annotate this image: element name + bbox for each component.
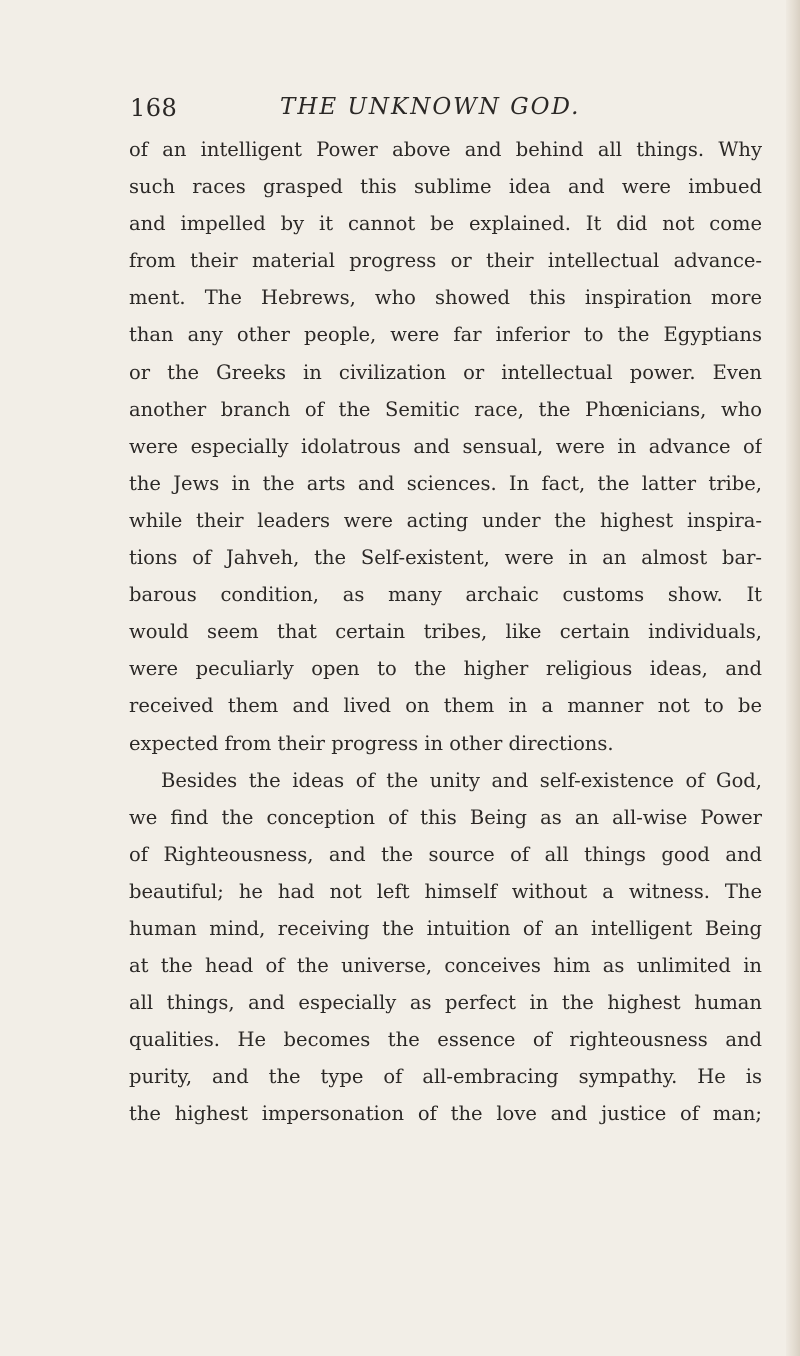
text-line: we find the conception of this Being as an all-wise Power [129, 805, 762, 829]
text-line: tions of Jahveh, the Self-existent, were in an almost bar- [129, 546, 762, 570]
text-line: of an intelligent Power above and behind all things. Why [129, 138, 762, 161]
text-line: qualities. He becomes the essence of righteousness and [129, 1028, 762, 1052]
text-line: the highest impersonation of the love and justice of man; [129, 1102, 762, 1126]
body-text [129, 131, 762, 1133]
text-line: all things, and especially as perfect in the highest human [129, 991, 762, 1015]
text-line: at the head of the universe, conceives him as unlimited in [129, 954, 762, 978]
text-line: barous condition, as many archaic customs show. It [129, 583, 762, 607]
page-edge [786, 0, 800, 1356]
text-line: the Jews in the arts and sciences. In fact, the latter tribe, [129, 471, 762, 495]
text-line: would seem that certain tribes, like certain individuals, [129, 620, 762, 644]
text-line: than any other people, were far inferior to the Egyptians [129, 323, 762, 347]
text-line: beautiful; he had not left himself without a witness. The [129, 879, 762, 903]
text-line: from their material progress or their intellectual advance- [129, 249, 762, 273]
text-line: human mind, receiving the intuition of an intelligent Being [129, 916, 762, 940]
text-line: received them and lived on them in a manner not to be [129, 694, 762, 718]
running-title: THE UNKNOWN GOD. [280, 94, 581, 120]
text-line: were peculiarly open to the higher religious ideas, and [129, 657, 762, 681]
page-number: 168 [130, 94, 178, 122]
text-line: such races grasped this sublime idea and were imbued [129, 175, 762, 199]
text-line: ment. The Hebrews, who showed this inspiration more [129, 286, 762, 310]
paragraph-first-line: Besides the ideas of the unity and self-existence of God, [161, 768, 762, 792]
text-line: another branch of the Semitic race, the Phœnicians, who [129, 397, 762, 421]
paragraph-last-line: expected from their progress in other directions. [129, 731, 614, 755]
running-head [130, 94, 730, 134]
text-line: and impelled by it cannot be explained. It did not come [129, 212, 762, 236]
text-line: purity, and the type of all-embracing sympathy. He is [129, 1065, 762, 1089]
text-line: were especially idolatrous and sensual, were in advance of [129, 434, 762, 458]
text-line: or the Greeks in civilization or intellectual power. Even [129, 360, 762, 384]
text-line: while their leaders were acting under the highest inspira- [129, 508, 762, 532]
text-line: of Righteousness, and the source of all things good and [129, 842, 762, 866]
